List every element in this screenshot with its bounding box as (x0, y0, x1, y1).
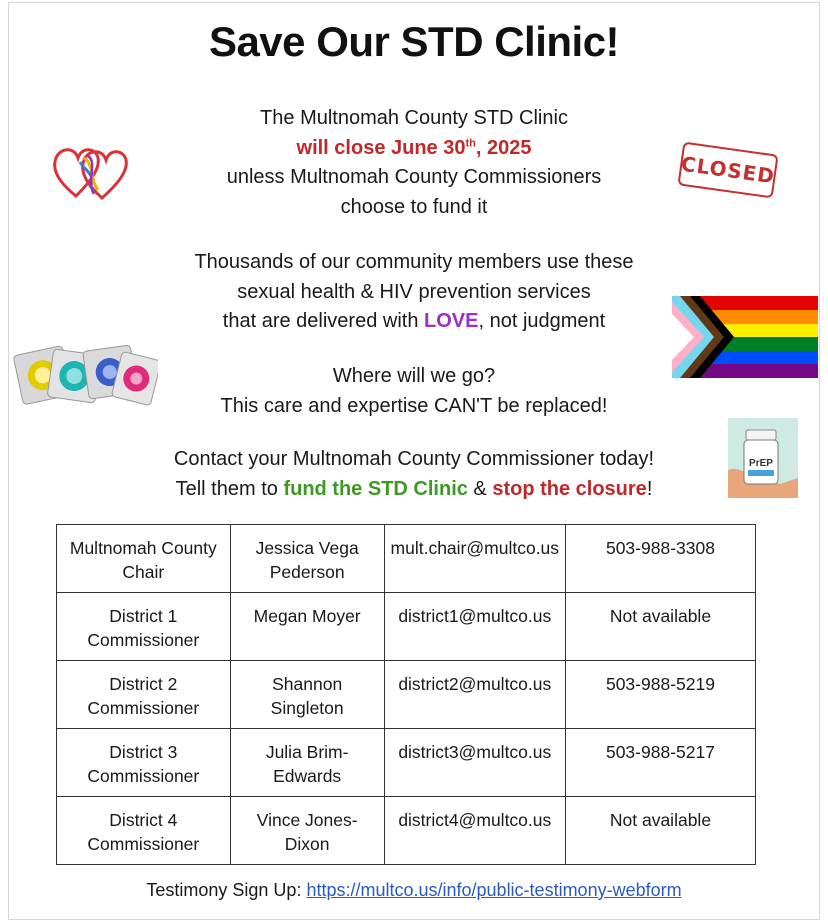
prep-label: PrEP (749, 458, 773, 469)
intro-line-1: The Multnomah County STD Clinic (260, 107, 568, 129)
table-row (57, 729, 756, 797)
name-cell: Jessica Vega Pederson (230, 525, 384, 593)
table-row (57, 797, 756, 865)
closed-stamp-icon: CLOSED (677, 142, 778, 199)
testimony-link[interactable]: https://multco.us/info/public-testimony-webform (306, 880, 682, 900)
email-cell[interactable]: mult.chair@multco.us (384, 525, 565, 593)
email-cell[interactable]: district4@multco.us (384, 797, 565, 865)
intro-line-3: unless Multnomah County Commissioners (226, 166, 602, 188)
name-cell: Megan Moyer (230, 593, 384, 661)
name-cell: Julia Brim-Edwards (230, 729, 384, 797)
services-line-3: that are delivered with LOVE, not judgment (222, 310, 606, 332)
commissioner-contacts-table (56, 524, 756, 865)
table-row (57, 661, 756, 729)
testimony-label: Testimony Sign Up: (146, 880, 307, 900)
contact-line-1: Contact your Multnomah County Commissioner today! (173, 448, 655, 470)
role-cell: District 4 Commissioner (57, 797, 231, 865)
fund-phrase: fund the STD Clinic (283, 477, 468, 500)
phone-cell: 503-988-5217 (565, 729, 755, 797)
contacts-table-body (57, 525, 756, 865)
services-line-1: Thousands of our community members use these (194, 251, 634, 273)
where-line-1: Where will we go? (332, 365, 496, 387)
phone-cell: Not available (565, 593, 755, 661)
testimony-footer (0, 880, 828, 901)
love-word: LOVE (424, 310, 479, 332)
services-line-2: sexual health & HIV prevention services (237, 280, 591, 303)
where-line-2: This care and expertise CAN'T be replaced! (220, 394, 608, 417)
role-cell: District 1 Commissioner (57, 593, 231, 661)
hearts-icon (50, 138, 132, 204)
role-cell: District 3 Commissioner (57, 729, 231, 797)
condoms-icon (10, 336, 158, 418)
prep-bottle-icon (728, 418, 798, 498)
role-cell: Multnomah County Chair (57, 525, 231, 593)
progress-pride-flag-icon (672, 296, 818, 378)
name-cell: Vince Jones-Dixon (230, 797, 384, 865)
contact-line-2: Tell them to fund the STD Clinic & stop the closure! (175, 477, 653, 500)
table-row (57, 525, 756, 593)
table-row (57, 593, 756, 661)
email-cell[interactable]: district3@multco.us (384, 729, 565, 797)
intro-line-4: choose to fund it (340, 195, 488, 218)
name-cell: Shannon Singleton (230, 661, 384, 729)
phone-cell: 503-988-3308 (565, 525, 755, 593)
closing-date: will close June 30th, 2025 (296, 136, 532, 159)
page-title: Save Our STD Clinic! (208, 18, 620, 65)
phone-cell: Not available (565, 797, 755, 865)
email-cell[interactable]: district2@multco.us (384, 661, 565, 729)
email-cell[interactable]: district1@multco.us (384, 593, 565, 661)
phone-cell: 503-988-5219 (565, 661, 755, 729)
contact-block (0, 445, 828, 504)
stop-phrase: stop the closure (492, 477, 647, 500)
role-cell: District 2 Commissioner (57, 661, 231, 729)
